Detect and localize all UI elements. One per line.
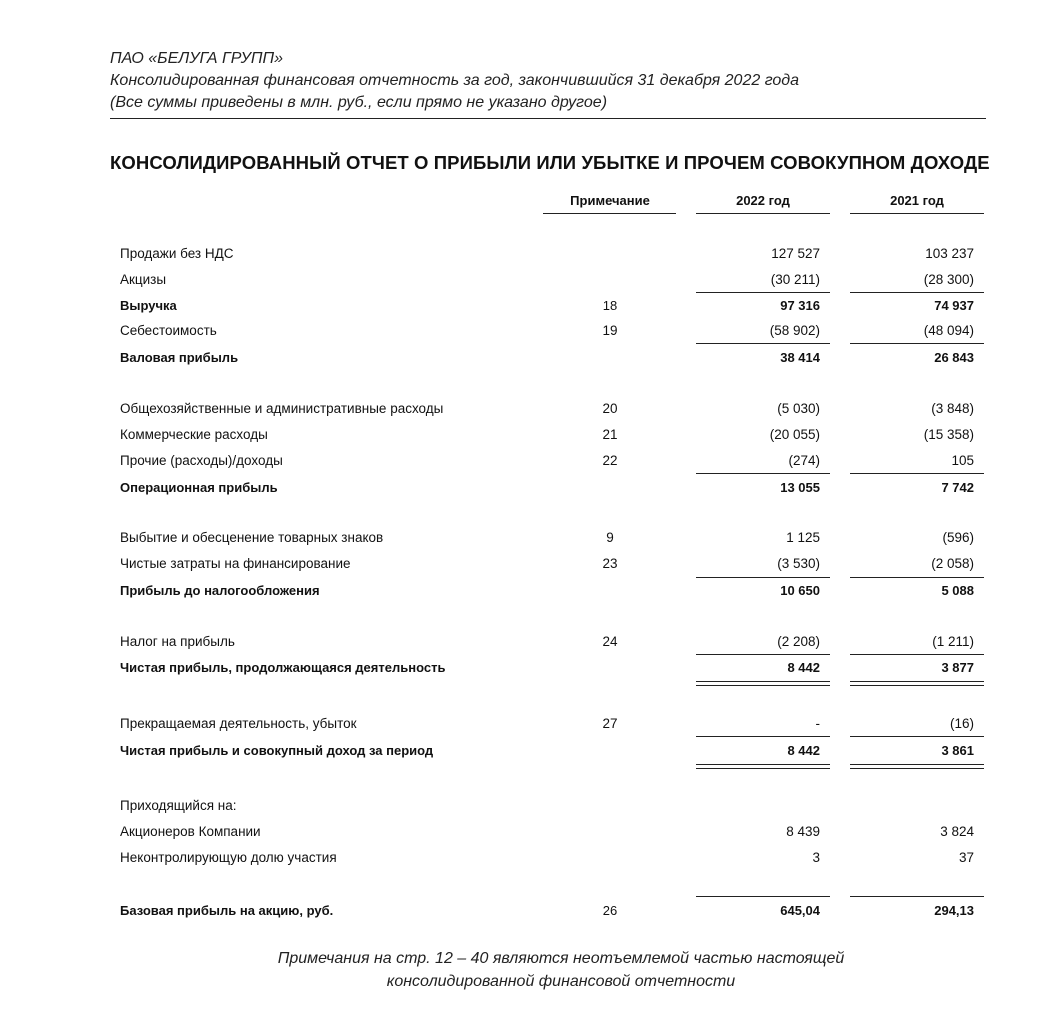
row-note: 27 <box>602 716 618 731</box>
double-rule <box>850 764 984 765</box>
table-row <box>0 556 1052 576</box>
row-note: 21 <box>602 427 618 442</box>
subtotal-rule <box>850 654 984 655</box>
column-header-note: Примечание <box>570 193 650 208</box>
footer-line: Примечания на стр. 12 – 40 являются неотъемлемой частью настоящей <box>277 950 845 967</box>
row-label: Прочие (расходы)/доходы <box>120 453 283 468</box>
row-value-2021: 3 824 <box>940 824 974 839</box>
table-row <box>0 530 1052 550</box>
row-value-2022: 8 442 <box>787 743 820 758</box>
row-value-2021: (2 058) <box>931 556 974 571</box>
row-label: Акцизы <box>120 272 167 287</box>
row-label: Себестоимость <box>120 323 217 338</box>
row-value-2021: (16) <box>949 716 974 731</box>
row-note: 26 <box>602 903 618 918</box>
document-header <box>110 48 986 114</box>
row-value-2021: 3 877 <box>941 660 974 675</box>
row-value-2022: (58 902) <box>769 323 820 338</box>
subtotal-rule <box>696 343 830 344</box>
row-note: 18 <box>602 298 618 313</box>
table-row <box>0 824 1052 844</box>
footer-line: консолидированной финансовой отчетности <box>386 973 736 990</box>
row-value-2021: 26 843 <box>934 350 974 365</box>
row-value-2022: 1 125 <box>786 530 820 545</box>
row-value-2021: 5 088 <box>941 583 974 598</box>
table-row-total <box>0 583 1052 603</box>
double-rule <box>696 764 830 765</box>
table-row <box>0 716 1052 736</box>
row-value-2021: 103 237 <box>925 246 974 261</box>
row-label: Валовая прибыль <box>120 350 239 365</box>
row-label: Прекращаемая деятельность, убыток <box>120 716 357 731</box>
statement-period: Консолидированная финансовая отчетность за год, закончившийся 31 декабря 2022 года <box>110 72 800 89</box>
subtotal-rule <box>850 896 984 897</box>
row-note: 22 <box>602 453 618 468</box>
table-row <box>0 850 1052 870</box>
row-note: 19 <box>602 323 618 338</box>
row-note: 23 <box>602 556 618 571</box>
row-value-2021: 105 <box>951 453 974 468</box>
row-label: Операционная прибыль <box>120 480 278 495</box>
units-note: (Все суммы приведены в млн. руб., если прямо не указано другое) <box>110 94 608 111</box>
row-value-2022: 127 527 <box>771 246 820 261</box>
row-value-2022: 10 650 <box>780 583 820 598</box>
row-value-2022: 3 <box>812 850 820 865</box>
subtotal-rule <box>696 896 830 897</box>
subtotal-rule <box>850 292 984 293</box>
row-note: 9 <box>606 530 614 545</box>
row-value-2021: 3 861 <box>941 743 974 758</box>
row-value-2022: (2 208) <box>777 634 820 649</box>
row-label: Налог на прибыль <box>120 634 235 649</box>
table-row-total <box>0 350 1052 370</box>
row-value-2022: 38 414 <box>780 350 820 365</box>
subtotal-rule <box>696 292 830 293</box>
company-name: ПАО «БЕЛУГА ГРУПП» <box>110 50 283 67</box>
row-note: 24 <box>602 634 618 649</box>
row-value-2022: - <box>815 716 820 731</box>
row-label: Продажи без НДС <box>120 246 234 261</box>
footer-note <box>0 947 1052 993</box>
row-label: Общехозяйственные и административные расходы <box>120 401 444 416</box>
row-value-2022: 645,04 <box>780 903 820 918</box>
table-row-total <box>0 298 1052 318</box>
table-row <box>0 401 1052 421</box>
row-value-2021: 74 937 <box>934 298 974 313</box>
table-row <box>0 798 1052 818</box>
column-header-2021: 2021 год <box>890 193 944 208</box>
statement-title: КОНСОЛИДИРОВАННЫЙ ОТЧЕТ О ПРИБЫЛИ ИЛИ УБЫТКЕ И ПРОЧЕМ СОВОКУПНОМ ДОХОДЕ <box>110 152 990 173</box>
row-value-2021: (15 358) <box>923 427 974 442</box>
header-divider <box>110 118 986 119</box>
subtotal-rule <box>696 577 830 578</box>
row-value-2021: 37 <box>958 850 974 865</box>
row-label: Базовая прибыль на акцию, руб. <box>120 903 334 918</box>
row-label: Выбытие и обесценение товарных знаков <box>120 530 384 545</box>
row-label: Акционеров Компании <box>120 824 261 839</box>
subtotal-rule <box>850 473 984 474</box>
row-value-2021: 7 742 <box>941 480 974 495</box>
row-label: Чистая прибыль и совокупный доход за период <box>120 743 434 758</box>
row-value-2022: 8 439 <box>786 824 820 839</box>
row-value-2022: (274) <box>788 453 820 468</box>
subtotal-rule <box>850 736 984 737</box>
double-rule <box>850 681 984 682</box>
column-header-rule <box>543 213 676 214</box>
table-row <box>0 272 1052 292</box>
row-value-2022: (20 055) <box>769 427 820 442</box>
row-note: 20 <box>602 401 618 416</box>
row-label: Чистые затраты на финансирование <box>120 556 351 571</box>
table-row <box>0 323 1052 343</box>
row-value-2022: (5 030) <box>777 401 820 416</box>
row-value-2022: (3 530) <box>777 556 820 571</box>
subtotal-rule <box>696 736 830 737</box>
row-value-2022: 13 055 <box>780 480 820 495</box>
row-label: Приходящийся на: <box>120 798 237 813</box>
row-label: Прибыль до налогообложения <box>120 583 320 598</box>
table-row <box>0 246 1052 266</box>
row-value-2021: (28 300) <box>923 272 974 287</box>
row-value-2021: (1 211) <box>932 634 974 649</box>
table-row <box>0 634 1052 654</box>
table-row-total <box>0 480 1052 500</box>
double-rule <box>850 768 984 769</box>
row-value-2022: (30 211) <box>770 272 820 287</box>
row-label: Коммерческие расходы <box>120 427 268 442</box>
subtotal-rule <box>696 473 830 474</box>
subtotal-rule <box>850 577 984 578</box>
row-value-2022: 97 316 <box>780 298 820 313</box>
table-row <box>0 427 1052 447</box>
table-row-total <box>0 743 1052 763</box>
subtotal-rule <box>850 343 984 344</box>
row-label: Выручка <box>120 298 177 313</box>
table-row <box>0 453 1052 473</box>
table-row-total <box>0 903 1052 923</box>
row-value-2022: 8 442 <box>787 660 820 675</box>
row-value-2021: (596) <box>942 530 974 545</box>
row-label: Чистая прибыль, продолжающаяся деятельность <box>120 660 446 675</box>
column-header-rule <box>850 213 984 214</box>
column-header-2022: 2022 год <box>736 193 790 208</box>
row-value-2021: 294,13 <box>934 903 974 918</box>
double-rule <box>696 685 830 686</box>
row-value-2021: (3 848) <box>931 401 974 416</box>
subtotal-rule <box>696 654 830 655</box>
double-rule <box>850 685 984 686</box>
row-value-2021: (48 094) <box>923 323 974 338</box>
double-rule <box>696 681 830 682</box>
double-rule <box>696 768 830 769</box>
table-row-total <box>0 660 1052 680</box>
column-header-rule <box>696 213 830 214</box>
row-label: Неконтролирующую долю участия <box>120 850 337 865</box>
